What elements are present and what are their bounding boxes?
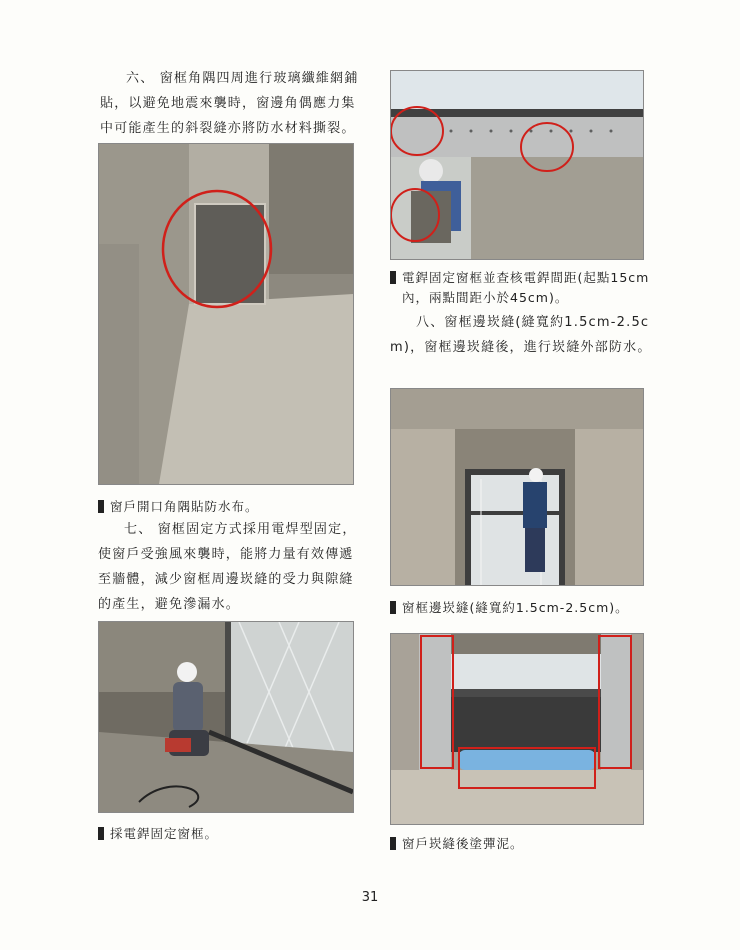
page-number: 31 bbox=[361, 890, 379, 905]
caption-1-text: 窗戶開口角隅貼防水布。 bbox=[110, 499, 259, 514]
photo-elastic-cement bbox=[390, 633, 644, 825]
caption-marker bbox=[390, 837, 396, 850]
caption-marker bbox=[98, 827, 104, 840]
caption-4 bbox=[390, 598, 652, 618]
photo-frame-joint bbox=[390, 388, 644, 586]
caption-marker bbox=[390, 271, 396, 284]
caption-marker bbox=[390, 601, 396, 614]
photo-window-corner bbox=[98, 143, 354, 485]
section-7-paragraph: 七、 窗框固定方式採用電焊型固定，使窗戶受強風來襲時，能將力量有效傳遞至牆體，減少窗框周邊崁縫的受力與隙縫的產生，避免滲漏水。 bbox=[98, 522, 357, 612]
caption-3-text: 電銲固定窗框並查核電銲間距(起點15cm內，兩點間距小於45cm)。 bbox=[402, 270, 650, 305]
caption-marker bbox=[98, 500, 104, 513]
section-6-paragraph: 六、 窗框角隅四周進行玻璃纖維網鋪貼，以避免地震來襲時，窗邊角偶應力集中可能產生的斜裂縫亦將防水材料撕裂。 bbox=[100, 71, 359, 136]
section-8-paragraph: 八、窗框邊崁縫(縫寬約1.5cm-2.5cm)，窗框邊崁縫後，進行崁縫外部防水。 bbox=[390, 315, 652, 355]
caption-1 bbox=[98, 497, 360, 517]
caption-2 bbox=[98, 824, 360, 844]
photo-weld-spacing bbox=[390, 70, 644, 260]
caption-2-text: 採電銲固定窗框。 bbox=[110, 826, 219, 841]
caption-5-text: 窗戶崁縫後塗彈泥。 bbox=[402, 836, 524, 851]
caption-4-text: 窗框邊崁縫(縫寬約1.5cm-2.5cm)。 bbox=[402, 600, 629, 615]
photo-welding bbox=[98, 621, 354, 813]
caption-5 bbox=[390, 834, 652, 854]
caption-3 bbox=[390, 268, 652, 308]
